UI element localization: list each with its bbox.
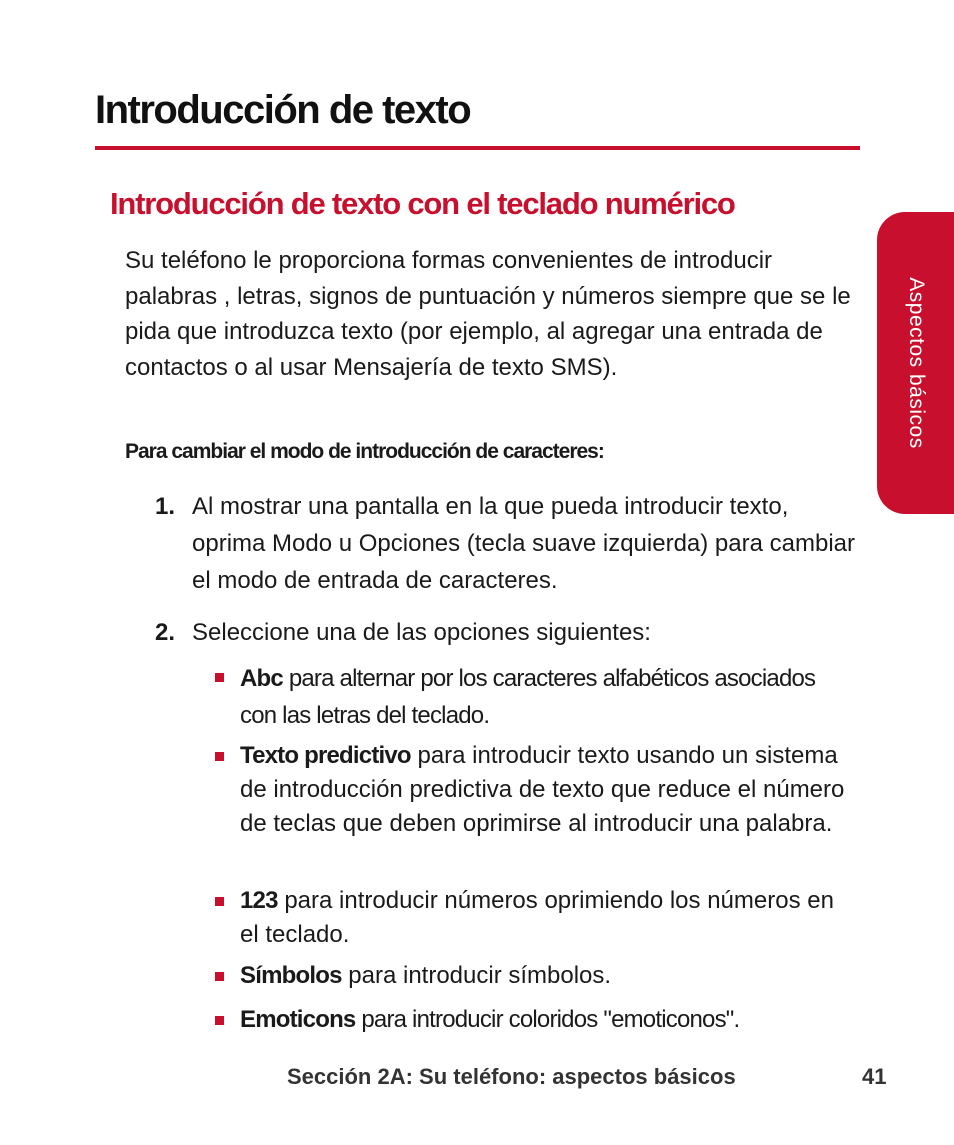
page-number: 41 <box>862 1064 887 1089</box>
step-1 <box>155 488 865 599</box>
option-description: para introducir números oprimiendo los números en el teclado. <box>240 887 834 948</box>
intro-paragraph: Su teléfono le proporciona formas convenientes de introducir palabras , letras, signos de puntuación y números siempre que se le pida que introduzca texto (por ejemplo, al agregar una entrada de contactos o al usar Mensajería de texto SMS). <box>125 247 851 381</box>
option-description: para introducir texto usando un sistema de introducción predictiva de texto que reduce el número de teclas que deben oprimirse al introducir una palabra. <box>240 742 845 837</box>
step-text: Seleccione una de las opciones siguientes: <box>192 619 651 646</box>
bullet-square-icon <box>215 972 224 981</box>
bullet-square-icon <box>215 1016 224 1025</box>
option-123 <box>215 884 855 952</box>
footer-section-label: Sección 2A: Su teléfono: aspectos básicos <box>287 1064 736 1089</box>
step-number: 1. <box>155 493 176 520</box>
option-term: Emoticons <box>240 1006 356 1033</box>
bullet-square-icon <box>215 897 224 906</box>
option-term: Símbolos <box>240 962 342 989</box>
section-heading: Introducción de texto con el teclado numérico <box>110 186 735 221</box>
option-description: para alternar por los caracteres alfabéticos asociados con las letras del teclado. <box>240 665 816 729</box>
option-emoticons <box>215 1003 855 1037</box>
bullet-square-icon <box>215 673 224 682</box>
option-description: para introducir símbolos. <box>341 962 612 989</box>
page-title: Introducción de texto <box>95 88 471 132</box>
option-description: para introducir coloridos "emoticonos". <box>355 1006 740 1033</box>
side-tab-label: Aspectos básicos <box>904 277 928 449</box>
option-term: Texto predictivo <box>240 742 411 769</box>
side-tab <box>877 212 954 514</box>
step-number: 2. <box>155 619 176 646</box>
step-text: Al mostrar una pantalla en la que pueda introducir texto, oprima Modo u Opciones (tecla suave izquierda) para cambiar el modo de entrada de caracteres. <box>192 493 855 594</box>
option-term: Abc <box>240 665 283 692</box>
step-2 <box>155 614 865 651</box>
procedure-heading: Para cambiar el modo de introducción de caracteres: <box>125 440 604 463</box>
option-texto-predictivo <box>215 739 855 841</box>
option-simbolos <box>215 959 855 993</box>
title-divider <box>95 146 860 150</box>
option-term: 123 <box>240 887 278 914</box>
bullet-square-icon <box>215 752 224 761</box>
option-abc <box>215 660 855 734</box>
